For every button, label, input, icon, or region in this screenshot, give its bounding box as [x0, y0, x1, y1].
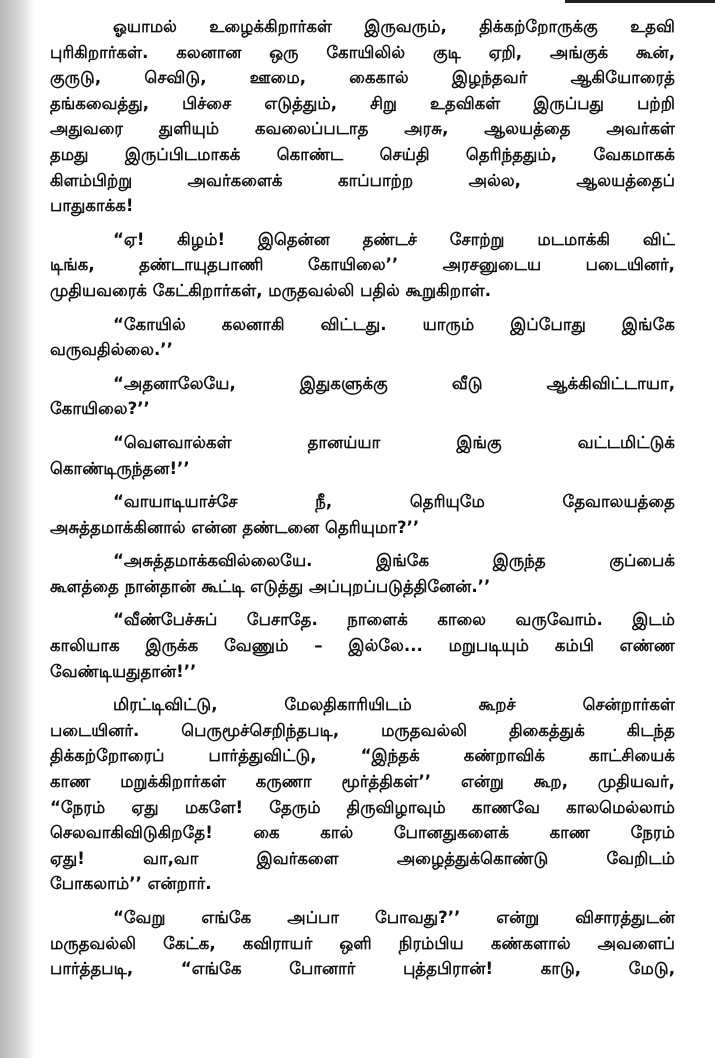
text-line: கொண்டிருந்தன!’’: [50, 458, 190, 478]
text-line: “அசுத்தமாக்கவில்லையே. இங்கே இருந்த குப்பைக்: [113, 551, 675, 571]
paragraph: [50, 227, 675, 304]
paragraph: [50, 371, 675, 422]
text-line: வேண்டியதுதான்!’’: [50, 661, 197, 681]
text-line: தங்கவைத்து, பிச்சை எடுத்தும், சிறு உதவிகள் இருப்பது பற்றி: [50, 93, 675, 113]
paragraph: [50, 692, 675, 897]
text-line: காலியாக இருக்க வேணும் – இல்லே... மறுபடியும் கம்பி எண்ண: [50, 636, 675, 656]
text-line: “வீண்பேச்சுப் பேசாதே. நாளைக் காலை வருவோம். இடம்: [113, 610, 675, 630]
text-line: “அதனாலேயே, இதுகளுக்கு வீடு ஆக்கிவிட்டாயா,: [113, 373, 675, 393]
text-line: பார்த்தபடி, “எங்கே போனார் புத்தபிரான்! காடு, மேடு,: [50, 959, 675, 979]
text-line: காண மறுக்கிறார்கள் கருணா மூர்த்திகள்’’ என்று கூற, முதியவர்,: [50, 772, 675, 792]
text-line: கோயிலை?’’: [50, 399, 150, 419]
paragraph: [50, 489, 675, 540]
text-line: போகலாம்’’ என்றார்.: [50, 874, 212, 894]
paragraph: [50, 905, 675, 982]
text-line: குருடு, செவிடு, ஊமை, கைகால் இழந்தவர் ஆகியோரைத்: [50, 68, 675, 88]
paragraph: [50, 430, 675, 481]
text-line: தமது இருப்பிடமாகக் கொண்ட செய்தி தெரிந்ததும், வேகமாகக்: [50, 144, 675, 164]
text-line: “கோயில் கலனாகி விட்டது. யாரும் இப்போது இங்கே: [113, 314, 675, 334]
text-line: அசுத்தமாக்கினால் என்ன தண்டனை தெரியுமா?’’: [50, 517, 420, 537]
text-line: “வௌவால்கள் தானய்யா இங்கு வட்டமிட்டுக்: [113, 432, 675, 452]
text-line: வருவதில்லை.’’: [50, 340, 173, 360]
paragraph: [50, 312, 675, 363]
top-rule: [565, 0, 715, 3]
text-line: புரிகிறார்கள். கலனான ஒரு கோயிலில் குடி ஏறி, அங்குக் கூன்,: [50, 42, 675, 62]
text-line: ஏது! வா,வா இவர்களை அழைத்துக்கொண்டு வேறிடம்: [50, 848, 675, 868]
text-line: மருதவல்லி கேட்க, கவிராயர் ஒளி நிரம்பிய கண்களால் அவளைப்: [50, 933, 675, 953]
text-line: பாதுகாக்க!: [50, 196, 134, 216]
paragraph: [50, 607, 675, 684]
text-line: முதியவரைக் கேட்கிறார்கள், மருதவல்லி பதில் கூறுகிறாள்.: [50, 280, 492, 300]
paragraph: [50, 14, 675, 219]
text-line: மிரட்டிவிட்டு, மேலதிகாரியிடம் கூறச் சென்றார்கள்: [113, 695, 675, 715]
text-line: “வேறு எங்கே அப்பா போவது?’’ என்று விசாரத்துடன்: [113, 908, 675, 927]
scan-shadow: [0, 0, 34, 1058]
text-line: திக்கற்றோரைப் பார்த்துவிட்டு, “இந்தக் கண்றாவிக் காட்சியைக்: [50, 746, 675, 766]
text-line: டிங்க, தண்டாயுதபாணி கோயிலை’’ அரசனுடைய படையினர்,: [50, 255, 675, 275]
text-line: “ஏ! கிழம்! இதென்ன தண்டச் சோற்று மடமாக்கி விட்: [113, 229, 675, 249]
page-text: [50, 14, 675, 990]
paragraph: [50, 548, 675, 599]
text-line: கிளம்பிற்று அவர்களைக் காப்பாற்ற அல்ல, ஆலயத்தைப்: [50, 170, 675, 190]
text-line: செலவாகிவிடுகிறதே! கை கால் போனதுகளைக் காண நேரம்: [50, 823, 675, 843]
text-line: ஓயாமல் உழைக்கிறார்கள் இருவரும், திக்கற்றோருக்கு உதவி: [113, 17, 675, 36]
text-line: அதுவரை துளியும் கவலைப்படாத அரசு, ஆலயத்தை அவர்கள்: [50, 119, 675, 139]
text-line: படையினர். பெருமூச்செறிந்தபடி, மருதவல்லி திகைத்துக் கிடந்த: [50, 720, 675, 740]
text-line: “நேரம் ஏது மகளே! தேரும் திருவிழாவும் காணவே காலமெல்லாம்: [50, 797, 675, 817]
text-line: கூளத்தை நான்தான் கூட்டி எடுத்து அப்புறப்படுத்தினேன்.’’: [50, 576, 491, 596]
text-line: “வாயாடியாச்சே நீ, தெரியுமே தேவாலயத்தை: [113, 492, 675, 512]
